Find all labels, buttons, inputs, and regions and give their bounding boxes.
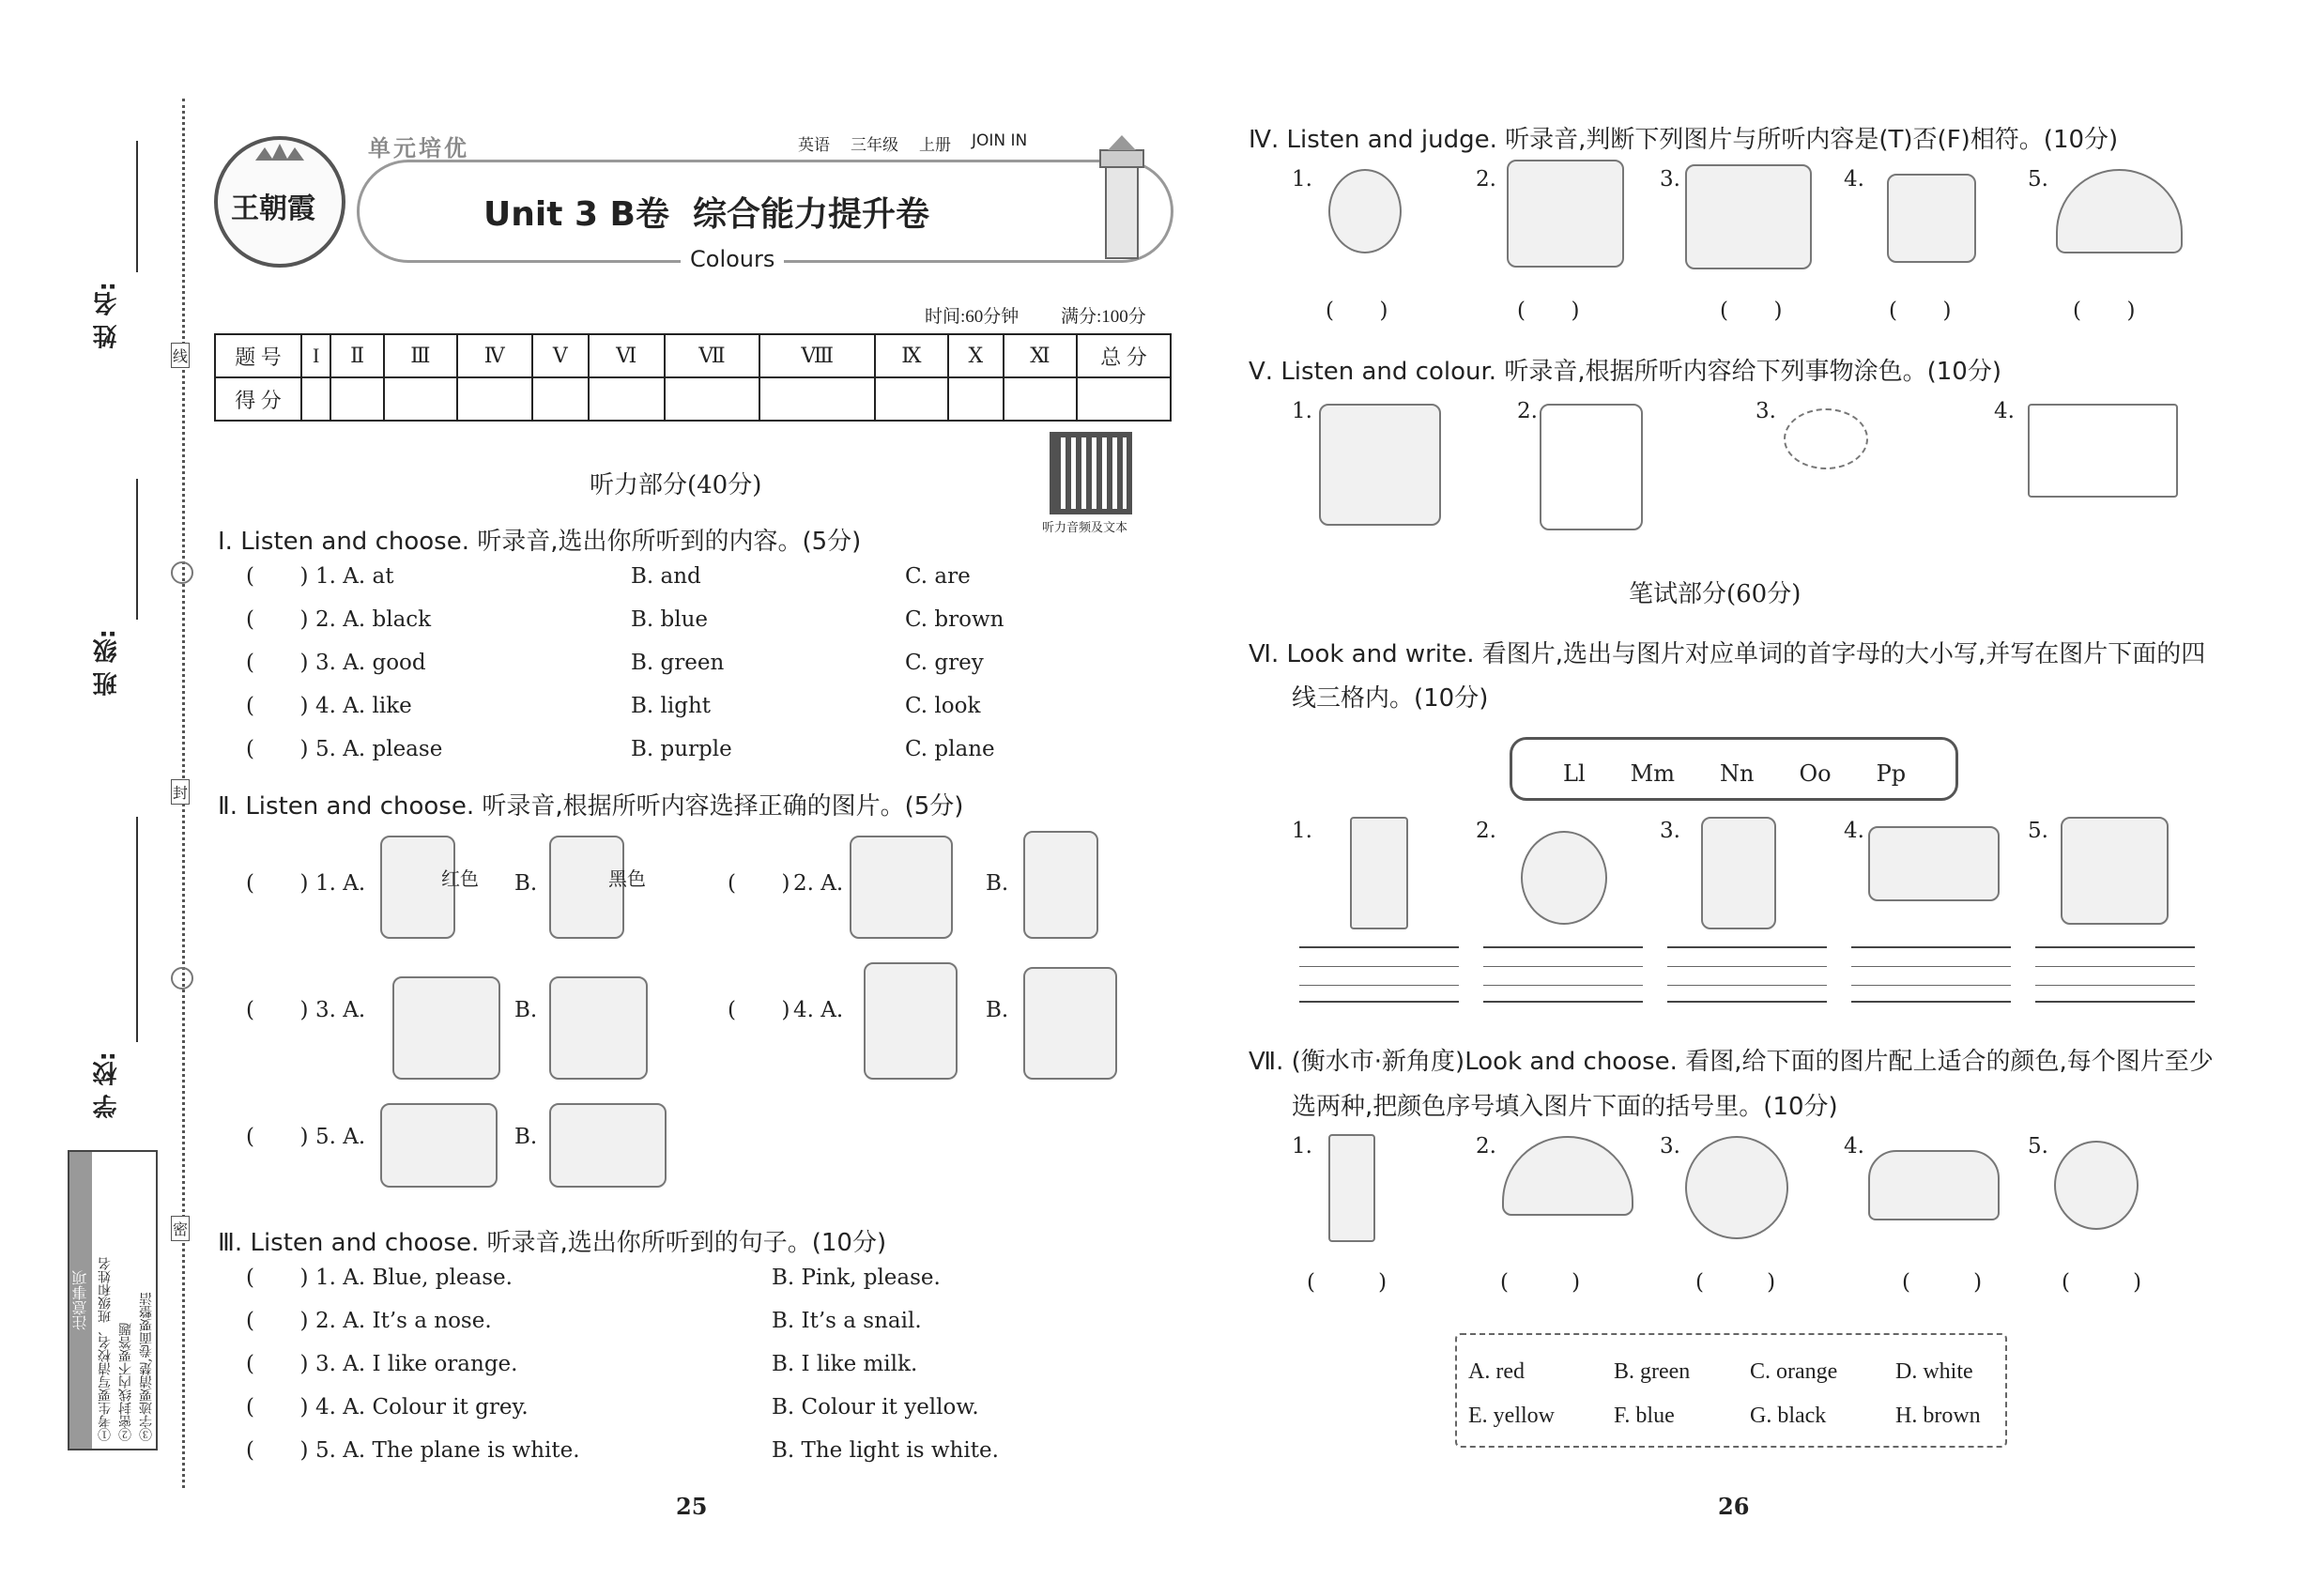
logo-text: 王朝霞 xyxy=(231,192,315,225)
orange-icon xyxy=(1521,831,1607,925)
answer-bracket[interactable]: ( ) xyxy=(2062,1270,2144,1295)
orange-icon xyxy=(2054,1141,2139,1230)
rainbow-icon xyxy=(2056,169,2183,253)
list-item xyxy=(246,564,1091,607)
q3-title: Ⅲ. Listen and choose. 听录音,选出你所听到的句子。(10分) xyxy=(218,1229,887,1257)
paint-label-red: 红色 xyxy=(441,867,479,890)
answer-bracket[interactable]: ( ) xyxy=(1902,1270,1985,1295)
option-a: 1. A. Blue, please. xyxy=(315,1266,513,1290)
q7-num: 3. xyxy=(1660,1134,1680,1159)
score-col: Ⅶ xyxy=(665,334,760,377)
score-cell[interactable] xyxy=(457,377,532,421)
option-a: 3. A. good xyxy=(315,651,426,675)
q6-num: 3. xyxy=(1660,819,1680,843)
q5-num: 3. xyxy=(1756,399,1776,423)
option-b: B. light xyxy=(631,694,712,718)
meta-grade: 三年级 xyxy=(851,136,898,155)
option-a: 5. A. The plane is white. xyxy=(315,1438,580,1463)
letter-option: Mm xyxy=(1630,760,1675,787)
answer-bracket[interactable]: ( ) xyxy=(1500,1270,1583,1295)
kite-icon[interactable] xyxy=(1540,404,1643,530)
color-option: G. black xyxy=(1750,1404,1827,1428)
house-icon[interactable] xyxy=(2028,404,2178,498)
bird-icon xyxy=(850,836,953,939)
letter-option: Oo xyxy=(1799,760,1832,787)
circle-mark xyxy=(171,561,193,584)
letter-option: Ll xyxy=(1563,760,1586,787)
option-b: B. Pink, please. xyxy=(772,1266,941,1290)
lamp-icon xyxy=(1023,831,1098,939)
q2-label: B. xyxy=(514,1125,538,1149)
list-item xyxy=(246,1309,1091,1352)
score-col: Ⅹ xyxy=(948,334,1004,377)
q2-label: B. xyxy=(514,871,538,896)
logo-badge xyxy=(214,136,345,268)
q2-label: 4. A. xyxy=(793,998,844,1022)
class-label: 班 级: xyxy=(93,629,121,697)
option-b: B. It’s a snail. xyxy=(772,1309,922,1333)
answer-bracket[interactable]: ( ) xyxy=(246,694,311,718)
list-item xyxy=(246,1266,1091,1309)
option-b: B. blue xyxy=(631,607,709,632)
score-col: Ⅳ xyxy=(457,334,532,377)
class-field[interactable] xyxy=(136,479,138,620)
meta-bar xyxy=(798,131,1027,155)
score-col: Ⅱ xyxy=(330,334,384,377)
unit-subtitle: Colours xyxy=(681,246,784,272)
score-cell[interactable] xyxy=(1004,377,1077,421)
answer-bracket[interactable]: ( ) xyxy=(246,871,311,896)
school-label: 学 校: xyxy=(93,1051,121,1119)
note-1: ①考生要写清校名、班级和姓名 xyxy=(98,1257,113,1441)
unit-title: Unit 3 B卷 综合能力提升卷 xyxy=(483,195,930,234)
score-cell[interactable] xyxy=(759,377,875,421)
q4-num: 5. xyxy=(2028,167,2048,192)
series-label: 单元培优 xyxy=(368,135,469,161)
score-col: Ⅷ xyxy=(759,334,875,377)
option-c: C. look xyxy=(905,694,981,718)
watermelon-icon xyxy=(1685,1136,1788,1239)
q7-num: 4. xyxy=(1844,1134,1864,1159)
note-3: ③字迹要清楚,卷面要整洁 xyxy=(139,1292,154,1441)
option-c: C. are xyxy=(905,564,971,589)
letter-option: Nn xyxy=(1719,760,1755,787)
butterfly-icon xyxy=(1887,174,1976,263)
score-cell[interactable] xyxy=(384,377,457,421)
list-item xyxy=(246,651,1091,694)
listening-heading: 听力部分(40分) xyxy=(590,471,762,499)
score-cell[interactable] xyxy=(948,377,1004,421)
q4-num: 2. xyxy=(1476,167,1496,192)
q6-title-line2: 线三格内。(10分) xyxy=(1292,684,1489,713)
option-b: B. and xyxy=(631,564,701,589)
zebra-icon xyxy=(1507,160,1624,268)
note-2: ②密封线内不要答题 xyxy=(118,1323,133,1441)
answer-bracket[interactable]: ( ) xyxy=(1720,299,1785,323)
score-cell[interactable] xyxy=(875,377,948,421)
q4-num: 1. xyxy=(1292,167,1312,192)
writing-lines[interactable] xyxy=(1483,946,1643,1003)
answer-bracket[interactable]: ( ) xyxy=(246,564,311,589)
score-col: Ⅺ xyxy=(1004,334,1077,377)
q6-title: Ⅵ. Look and write. 看图片,选出与图片对应单词的首字母的大小写,并写在图片下面的四 xyxy=(1249,640,2206,668)
writing-heading: 笔试部分(60分) xyxy=(1629,580,1802,608)
answer-bracket[interactable]: ( ) xyxy=(1517,299,1582,323)
bedroom-scene-icon xyxy=(549,1103,667,1188)
answer-bracket[interactable]: ( ) xyxy=(246,998,311,1022)
orange-icon xyxy=(1328,169,1402,253)
seal-mark-2: 封 xyxy=(171,779,190,805)
q7-num: 5. xyxy=(2028,1134,2048,1159)
score-table xyxy=(214,333,1172,422)
letter-option: Pp xyxy=(1876,760,1907,787)
color-option: A. red xyxy=(1468,1359,1525,1384)
writing-lines[interactable] xyxy=(1299,946,1459,1003)
score-col-total: 总 分 xyxy=(1077,334,1171,377)
color-option: B. green xyxy=(1614,1359,1691,1384)
answer-bracket[interactable]: ( ) xyxy=(246,651,311,675)
option-a: 5. A. please xyxy=(315,737,443,761)
q5-num: 2. xyxy=(1517,399,1538,423)
option-b: B. I like milk. xyxy=(772,1352,918,1376)
q2-title: Ⅱ. Listen and choose. 听录音,根据所听内容选择正确的图片。(5分) xyxy=(218,792,964,821)
milk-icon xyxy=(1350,817,1408,929)
q6-num: 4. xyxy=(1844,819,1864,843)
name-field[interactable] xyxy=(136,141,138,272)
option-a: 3. A. I like orange. xyxy=(315,1352,518,1376)
hand-apple-icon xyxy=(380,1103,498,1188)
qr-code-icon[interactable] xyxy=(1050,432,1132,514)
q1-title: Ⅰ. Listen and choose. 听录音,选出你所听到的内容。(5分) xyxy=(218,528,862,556)
paint-label-black: 黑色 xyxy=(608,867,646,890)
q5-num: 4. xyxy=(1994,399,2015,423)
nose-icon xyxy=(1701,817,1776,929)
score-col: I xyxy=(301,334,330,377)
answer-bracket[interactable]: ( ) xyxy=(246,1352,311,1376)
score-row-label: 得 分 xyxy=(215,377,301,421)
answer-bracket[interactable]: ( ) xyxy=(246,1266,311,1290)
time-limit: 时间:60分钟 xyxy=(925,307,1020,327)
option-a: 4. A. Colour it grey. xyxy=(315,1395,529,1420)
score-col: Ⅴ xyxy=(532,334,589,377)
name-label: 姓 名: xyxy=(93,282,121,349)
q2-label: B. xyxy=(986,998,1009,1022)
option-b: B. The light is white. xyxy=(772,1438,999,1463)
bedroom-scene-icon xyxy=(392,976,500,1080)
score-cell[interactable] xyxy=(1077,377,1171,421)
q4-title: Ⅳ. Listen and judge. 听录音,判断下列图片与所听内容是(T)否(F)相符。(10分) xyxy=(1249,126,2119,154)
meta-book: JOIN IN xyxy=(972,131,1028,150)
score-cell[interactable] xyxy=(532,377,589,421)
children-icon xyxy=(1685,164,1812,269)
q7-title: Ⅶ. (衡水市·新角度)Look and choose. 看图,给下面的图片配上适合的颜色,每个图片至少 xyxy=(1249,1048,2214,1076)
answer-bracket[interactable]: ( ) xyxy=(2073,299,2138,323)
list-item xyxy=(246,1352,1091,1395)
answer-bracket[interactable]: ( ) xyxy=(728,871,792,896)
answer-bracket[interactable]: ( ) xyxy=(246,607,311,632)
list-item xyxy=(246,1438,1091,1481)
page-number-left: 25 xyxy=(676,1493,708,1520)
q2-label: 1. A. xyxy=(315,871,366,896)
lighthouse-icon xyxy=(1080,131,1164,263)
score-cell[interactable] xyxy=(301,377,330,421)
score-col: Ⅵ xyxy=(589,334,665,377)
option-b: B. purple xyxy=(631,737,732,761)
writing-lines[interactable] xyxy=(2035,946,2195,1003)
q2-label: 5. A. xyxy=(315,1125,366,1149)
meta-subject: 英语 xyxy=(798,136,830,155)
q2-label: 2. A. xyxy=(793,871,844,896)
option-b: B. green xyxy=(631,651,725,675)
seal-mark-3: 密 xyxy=(171,1216,190,1241)
notes-box xyxy=(68,1150,158,1450)
score-row-label: 题 号 xyxy=(215,334,301,377)
letters-row xyxy=(1563,760,1906,787)
list-item xyxy=(246,737,1091,780)
list-item xyxy=(246,694,1091,737)
rainbow-icon xyxy=(1502,1136,1633,1216)
traffic-light-icon xyxy=(1328,1134,1375,1242)
score-cell[interactable] xyxy=(330,377,384,421)
q7-num: 2. xyxy=(1476,1134,1496,1159)
color-option: D. white xyxy=(1895,1359,1973,1384)
door-boy-icon xyxy=(1023,967,1117,1080)
option-a: 1. A. at xyxy=(315,564,394,589)
answer-bracket[interactable]: ( ) xyxy=(1889,299,1954,323)
bedroom-scene-icon xyxy=(549,976,648,1080)
plane-icon xyxy=(1868,826,2000,901)
answer-bracket[interactable]: ( ) xyxy=(1307,1270,1389,1295)
q5-title: Ⅴ. Listen and colour. 听录音,根据所听内容给下列事物涂色。(10分) xyxy=(1249,358,2001,386)
q1-list xyxy=(246,564,1091,780)
option-a: 2. A. It’s a nose. xyxy=(315,1309,492,1333)
color-option: C. orange xyxy=(1750,1359,1838,1384)
answer-bracket[interactable]: ( ) xyxy=(246,1395,311,1420)
option-c: C. brown xyxy=(905,607,1004,632)
seal-mark-1: 线 xyxy=(171,343,190,368)
meta-term: 上册 xyxy=(919,136,951,155)
score-cell[interactable] xyxy=(665,377,760,421)
writing-lines[interactable] xyxy=(1667,946,1827,1003)
full-score: 满分:100分 xyxy=(1061,307,1146,327)
color-options-box xyxy=(1455,1333,2007,1448)
color-option: F. blue xyxy=(1614,1404,1675,1428)
q2-label: B. xyxy=(986,871,1009,896)
school-field[interactable] xyxy=(136,817,138,1042)
q6-num: 2. xyxy=(1476,819,1496,843)
option-c: C. plane xyxy=(905,737,995,761)
score-col: Ⅲ xyxy=(384,334,457,377)
qr-caption: 听力音频及文本 xyxy=(1042,521,1128,535)
car-icon xyxy=(1868,1150,2000,1220)
answer-bracket[interactable]: ( ) xyxy=(246,1309,311,1333)
answer-bracket[interactable]: ( ) xyxy=(246,1438,311,1463)
desk-lamp-icon xyxy=(2061,817,2169,925)
cat-icon[interactable] xyxy=(1319,404,1441,526)
q6-num: 1. xyxy=(1292,819,1312,843)
color-option: E. yellow xyxy=(1468,1404,1555,1428)
list-item xyxy=(246,607,1091,651)
answer-bracket[interactable]: ( ) xyxy=(246,737,311,761)
q7-num: 1. xyxy=(1292,1134,1312,1159)
writing-lines[interactable] xyxy=(1851,946,2011,1003)
q4-num: 4. xyxy=(1844,167,1864,192)
option-a: 4. A. like xyxy=(315,694,412,718)
page-number-right: 26 xyxy=(1718,1493,1750,1520)
q2-label: B. xyxy=(514,998,538,1022)
q7-title-line2: 选两种,把颜色序号填入图片下面的括号里。(10分) xyxy=(1292,1093,1838,1121)
option-a: 2. A. black xyxy=(315,607,432,632)
egg-icon[interactable] xyxy=(1784,408,1868,469)
q6-num: 5. xyxy=(2028,819,2048,843)
answer-bracket[interactable]: ( ) xyxy=(728,998,792,1022)
answer-bracket[interactable]: ( ) xyxy=(246,1125,311,1149)
q3-list xyxy=(246,1266,1091,1481)
option-c: C. grey xyxy=(905,651,984,675)
notes-title: 注意事项 xyxy=(69,1152,92,1449)
door-boy-icon xyxy=(864,962,958,1080)
answer-bracket[interactable]: ( ) xyxy=(1695,1270,1778,1295)
score-col: Ⅸ xyxy=(875,334,948,377)
option-b: B. Colour it yellow. xyxy=(772,1395,979,1420)
list-item xyxy=(246,1395,1091,1438)
answer-bracket[interactable]: ( ) xyxy=(1326,299,1390,323)
q2-label: 3. A. xyxy=(315,998,366,1022)
color-option: H. brown xyxy=(1895,1404,1981,1428)
q5-num: 1. xyxy=(1292,399,1312,423)
circle-mark xyxy=(171,967,193,990)
score-cell[interactable] xyxy=(589,377,665,421)
q4-num: 3. xyxy=(1660,167,1680,192)
